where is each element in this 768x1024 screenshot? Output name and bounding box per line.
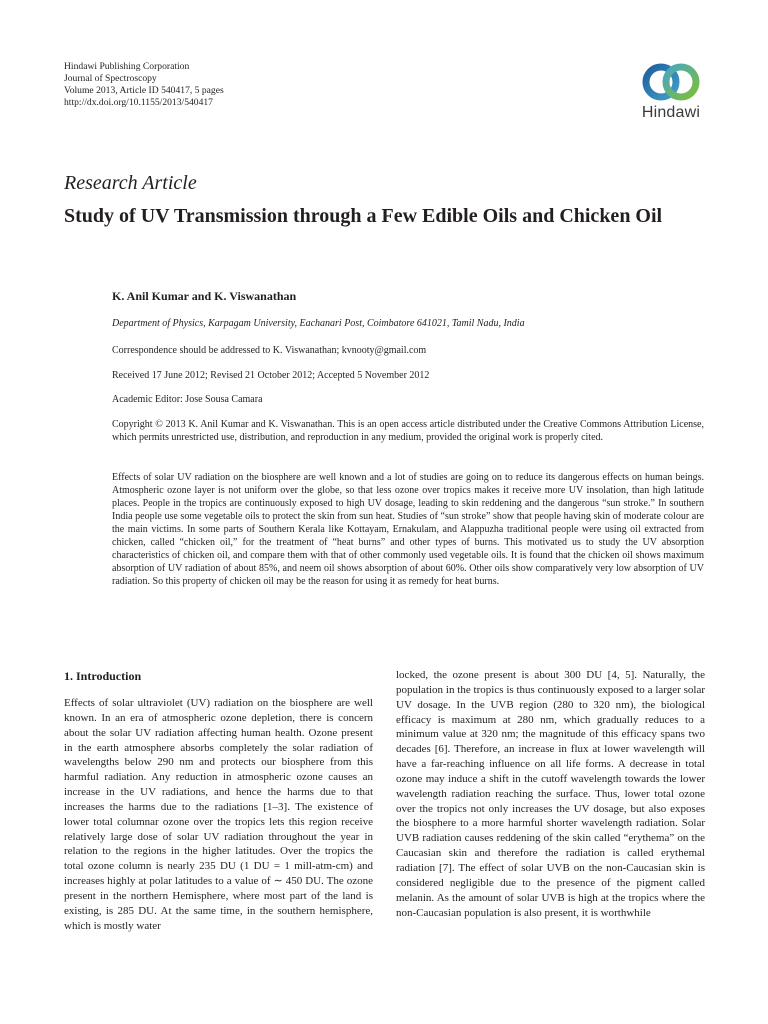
copyright-notice: Copyright © 2013 K. Anil Kumar and K. Viswanathan. This is an open access article distributed under the Creative Commons Attribution License, which permits unrestricted use, distribution, and reproduction in any medium, provided the original work is properly cited.	[112, 419, 704, 443]
section-heading: 1. Introduction	[64, 669, 142, 683]
body-column-left: Effects of solar ultraviolet (UV) radiation on the biosphere are well known. In an era of atmospheric ozone depletion, there is concern about the solar UV radiation affecting human health. Ozone present in the earth atmosphere absorbs completely the solar radiation of wavelengths below 290 nm and protects our biosphere from this harmful radiation. Any reduction in atmospheric ozone causes an increase in the UV radiations, and hence the harms due to that increases the harms due to the radiations [1–3]. The existence of lower total columnar ozone over the tropics lets this region receive relatively large dose of solar UV radiation throughout the year in relation to the regions in the higher latitudes. Over the tropics the total ozone column is nearly 235 DU (1 DU = 1 mill-atm-cm) and increases highly at polar latitudes to a value of ∼ 450 DU. The ozone present in the northern Hemisphere, where most part of the land is existing, is 285 DU. At the same time, in the southern hemisphere, which is mostly water	[64, 697, 373, 932]
body-column-right: locked, the ozone present is about 300 DU [4, 5]. Naturally, the population in the tropics is thus continuously exposed to a larger solar UV dosage. In the UVB region (280 to 320 nm), the biological efficacy is maximum at 280 nm, which gradually reduces to a minimum value at 320 nm; the magnitude of this efficacy spans two decades [6]. Therefore, an increase in flux at lower wavelength will have a far-reaching influence on all life forms. A decrease in total ozone may induce a shift in the cutoff wavelength towards the lower wavelength radiation reaching the surface. Thus, lower total ozone over the tropics not only increases the UV dosage, but also exposes the biosphere to a more harmful shorter wavelength radiation. Solar UVB radiation causes reddening of the skin called “erythema” on the Caucasian skin and therefore the radiation is called erythemal radiation [7]. The effect of solar UVB on the non-Caucasian skin is considered negligible due to the presence of the pigment called melanin. As the amount of solar UVB is high at the tropics where the non-Caucasian population is also present, it is worthwhile	[396, 669, 705, 919]
affiliation: Department of Physics, Karpagam University, Eachanari Post, Coimbatore 641021, Tamil Nadu, India	[112, 318, 525, 329]
doi-link[interactable]: http://dx.doi.org/10.1155/2013/540417	[64, 97, 213, 108]
academic-editor: Academic Editor: Jose Sousa Camara	[112, 394, 263, 405]
article-title: Study of UV Transmission through a Few Edible Oils and Chicken Oil	[64, 205, 663, 227]
logo-text: Hindawi	[641, 104, 701, 121]
dates: Received 17 June 2012; Revised 21 October 2012; Accepted 5 November 2012	[112, 370, 430, 381]
authors: K. Anil Kumar and K. Viswanathan	[112, 289, 297, 303]
correspondence: Correspondence should be addressed to K. Viswanathan; kvnooty@gmail.com	[112, 345, 427, 356]
volume-info: Volume 2013, Article ID 540417, 5 pages	[64, 85, 224, 96]
abstract: Effects of solar UV radiation on the biosphere are well known and a lot of studies are going on to reduce its dangerous effects on human beings. Atmospheric ozone layer is not uniform over the globe, so that less ozone over tropics makes it receive more UV insolation, than high latitude places. People in the tropics are continuously exposed to high UV dosage, leading to skin reddening and the dangerous “sun stroke.” In southern India people use some vegetable oils to protect the skin from sun heat. Studies of “sun stroke” show that people having skin of moderate colour are the main victims. In some parts of Southern Kerala like Kottayam, Ernakulam, and Alappuzha traditional people were using oil extracted from chicken, called “chicken oil,” for the treatment of “heat burns” and other types of burns. This motivated us to study the UV absorption characteristics of chicken oil, and compare them with that of other commonly used vegetable oils. It is found that the chicken oil shows maximum absorption of UV radiation of about 85%, and neem oil shows absorption of about 60%. Other oils show comparatively very low absorption of UV radiation. So this property of chicken oil may be the reason for using it as remedy for heat burns.	[112, 472, 704, 587]
journal-header	[64, 61, 224, 109]
hindawi-logo	[630, 56, 712, 136]
publisher: Hindawi Publishing Corporation	[64, 61, 190, 72]
article-type: Research Article	[64, 172, 197, 194]
hindawi-rings-icon	[638, 56, 704, 106]
journal-name: Journal of Spectroscopy	[64, 73, 157, 84]
